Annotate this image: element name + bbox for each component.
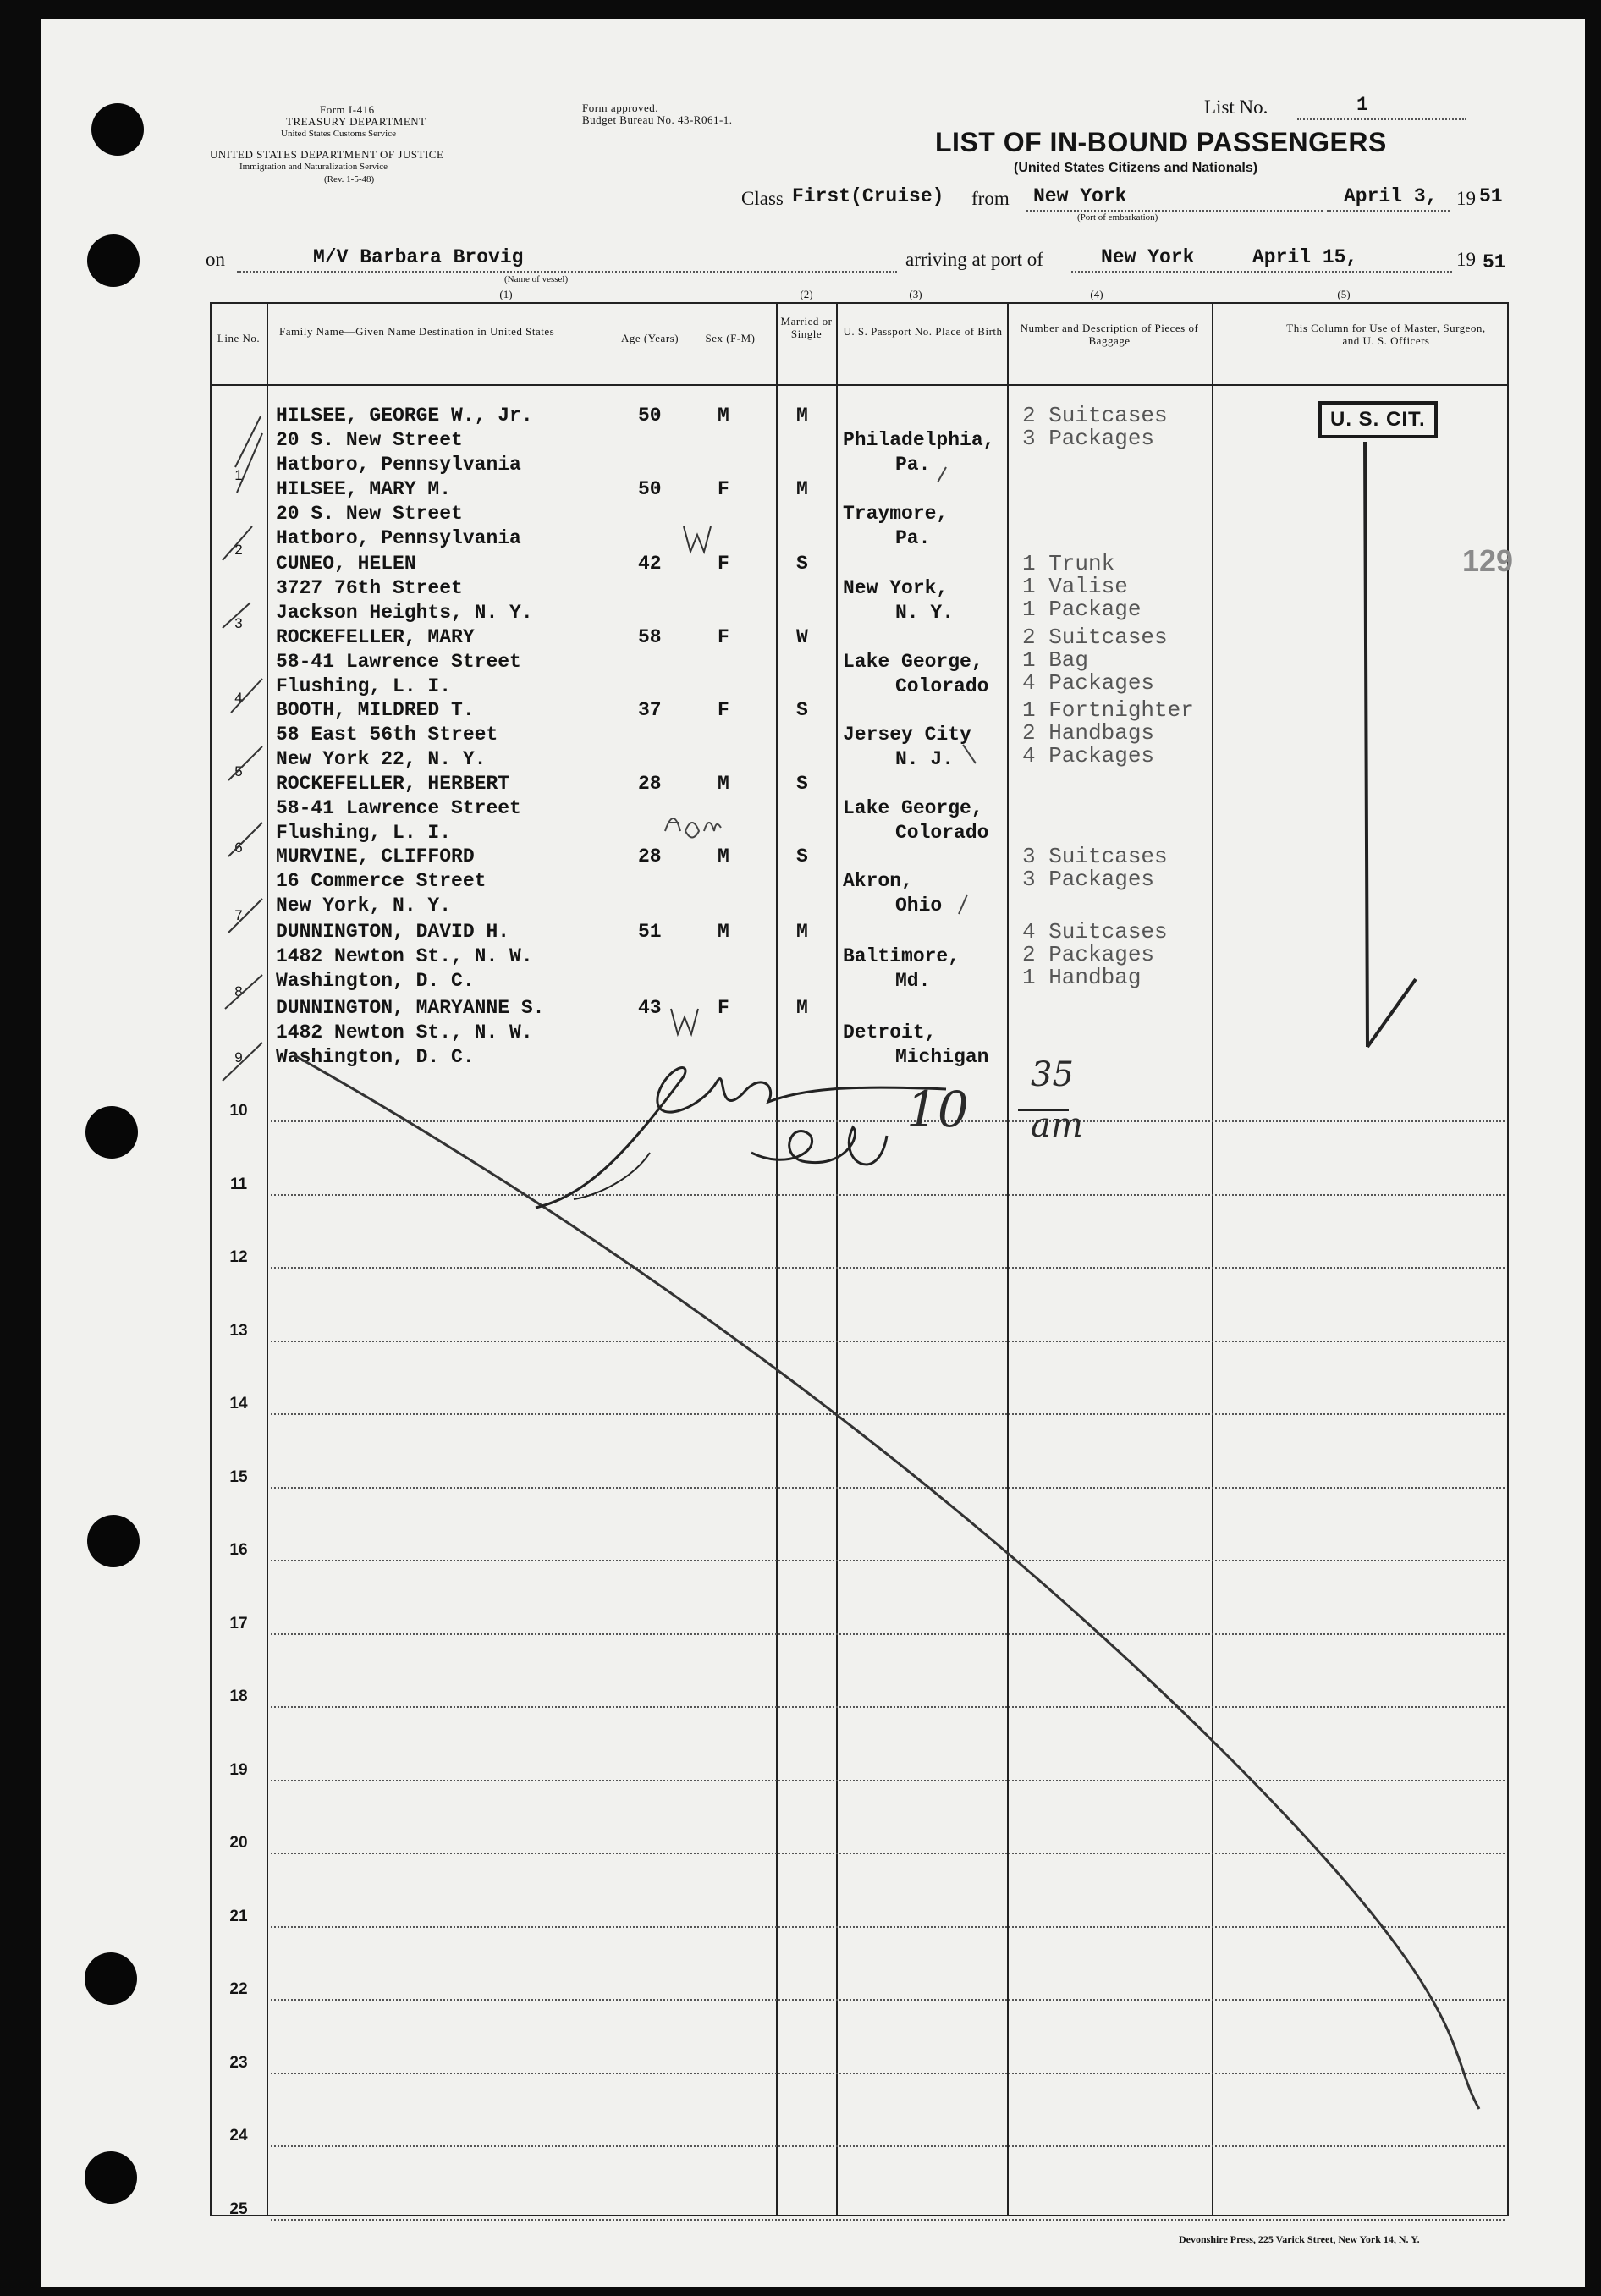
line-number: 19	[229, 1760, 248, 1779]
passenger-city: Flushing, L. I.	[276, 822, 452, 844]
passenger-street: 20 S. New Street	[276, 503, 463, 525]
passenger-birthstate: N. Y.	[895, 602, 955, 624]
form-revision: (Rev. 1-5-48)	[324, 174, 375, 184]
dept-justice: UNITED STATES DEPARTMENT OF JUSTICE	[210, 148, 444, 161]
passenger-city: Hatboro, Pennsylvania	[276, 527, 521, 549]
passenger-city: Flushing, L. I.	[276, 675, 452, 697]
baggage-item: 1 Trunk	[1022, 551, 1115, 576]
passenger-birthstate: N. J.	[895, 748, 955, 770]
passenger-sex: F	[718, 626, 729, 648]
passenger-birthplace: Philadelphia,	[843, 429, 995, 451]
manifest-sheet	[41, 19, 1585, 2287]
passenger-street: 1482 Newton St., N. W.	[276, 1021, 533, 1043]
initial-w	[671, 1009, 698, 1034]
check-mark	[223, 1043, 262, 1081]
cancel-line	[294, 1055, 1479, 2109]
arrival-year-prefix: 19	[1456, 249, 1476, 270]
line-number: 5	[234, 763, 243, 779]
passenger-marital: M	[796, 405, 808, 427]
col-num-4: (4)	[1090, 288, 1103, 300]
line-number: 15	[229, 1467, 248, 1486]
passenger-marital: W	[796, 626, 808, 648]
baggage-item: 4 Suitcases	[1022, 919, 1168, 944]
handwritten-time-minutes: 35	[1031, 1055, 1074, 1094]
passenger-birthplace: Traymore,	[843, 503, 949, 525]
line-number: 18	[229, 1688, 248, 1705]
baggage-item: 4 Packages	[1022, 743, 1155, 768]
passenger-birthstate: Pa.	[895, 454, 931, 476]
arriving-label: arriving at port of	[905, 249, 1043, 270]
line-number: 23	[229, 2053, 248, 2072]
dept-treasury: TREASURY DEPARTMENT	[286, 115, 426, 128]
passenger-street: 58 East 56th Street	[276, 724, 498, 746]
passenger-sex: M	[718, 845, 729, 867]
passenger-birthplace: Jersey City	[843, 724, 971, 746]
baggage-item: 1 Fortnighter	[1022, 697, 1194, 723]
passenger-age: 58	[638, 626, 662, 648]
check-mark	[228, 746, 262, 780]
baggage-item: 1 Bag	[1022, 647, 1089, 673]
line-number: 25	[229, 2200, 248, 2218]
vessel-name: M/V Barbara Brovig	[313, 246, 524, 268]
col-num-1: (1)	[499, 288, 513, 300]
list-no-value: 1	[1356, 94, 1368, 116]
col-num-5: (5)	[1337, 288, 1351, 300]
list-no-label: List No.	[1204, 96, 1268, 118]
passenger-sex: M	[718, 921, 729, 943]
line-number: 21	[229, 1907, 248, 1925]
line-number: 24	[229, 2127, 248, 2145]
vessel-caption: (Name of vessel)	[504, 274, 569, 284]
passenger-birthstate: Colorado	[895, 675, 989, 697]
passenger-sex: F	[718, 478, 729, 500]
line-number: 2	[234, 542, 243, 558]
line-number: 3	[234, 615, 243, 631]
passenger-sex: M	[718, 773, 729, 795]
from-label: from	[971, 188, 1010, 209]
line-number: 9	[234, 1049, 243, 1065]
passenger-birthplace: Baltimore,	[843, 945, 960, 967]
baggage-item: 4 Packages	[1022, 670, 1155, 696]
embark-port: New York	[1033, 185, 1127, 207]
check-mark	[231, 679, 262, 713]
passenger-marital: S	[796, 773, 808, 795]
form-number: Form I-416	[320, 103, 375, 116]
tick-mark	[938, 467, 946, 482]
passenger-name: MURVINE, CLIFFORD	[276, 845, 475, 867]
col-header-baggage: Number and Description of Pieces of Baggage	[1020, 322, 1199, 347]
baggage-item: 1 Valise	[1022, 574, 1128, 599]
baggage-item: 3 Packages	[1022, 867, 1155, 892]
passenger-age: 28	[638, 845, 662, 867]
passenger-age: 42	[638, 553, 662, 575]
check-mark	[223, 603, 250, 628]
check-mark	[228, 899, 262, 933]
baggage-item: 3 Suitcases	[1022, 844, 1168, 869]
passenger-birthstate: Md.	[895, 970, 931, 992]
col-num-3: (3)	[909, 288, 922, 300]
printer-imprint: Devonshire Press, 225 Varick Street, New York 14, N. Y.	[1179, 2233, 1420, 2245]
line-number: 14	[229, 1395, 248, 1412]
passenger-sex: F	[718, 997, 729, 1019]
us-citizen-stamp: U. S. CIT.	[1318, 401, 1438, 438]
line-number: 4	[234, 690, 243, 706]
officer-initials	[751, 1127, 887, 1165]
col-header-name: Family Name—Given Name Destination in United States	[279, 325, 555, 338]
passenger-marital: M	[796, 997, 808, 1019]
embark-date: April 3,	[1344, 185, 1438, 207]
passenger-name: ROCKEFELLER, MARY	[276, 626, 475, 648]
passenger-street: 1482 Newton St., N. W.	[276, 945, 533, 967]
passenger-birthstate: Ohio	[895, 895, 943, 917]
check-mark	[228, 823, 262, 856]
page-title: LIST OF IN-BOUND PASSENGERS	[935, 127, 1387, 157]
handwritten-time-unit: am	[1031, 1106, 1083, 1145]
passenger-birthplace: New York,	[843, 577, 949, 599]
passenger-street: 58-41 Lawrence Street	[276, 651, 521, 673]
passenger-city: Washington, D. C.	[276, 970, 475, 992]
line-number: 11	[229, 1175, 248, 1193]
dept-ins: Immigration and Naturalization Service	[239, 162, 388, 172]
passenger-street: 58-41 Lawrence Street	[276, 797, 521, 819]
tick-mark	[963, 745, 976, 763]
line-number: 20	[229, 1834, 248, 1852]
passenger-age: 51	[638, 921, 662, 943]
signature-flourish	[574, 1153, 650, 1199]
line-number: 1	[234, 467, 243, 483]
passenger-marital: M	[796, 921, 808, 943]
baggage-item: 2 Suitcases	[1022, 403, 1168, 428]
passenger-birthstate: Colorado	[895, 822, 989, 844]
col-header-passport: U. S. Passport No. Place of Birth	[843, 325, 1003, 338]
passenger-street: 16 Commerce Street	[276, 870, 487, 892]
passenger-birthplace: Akron,	[843, 870, 913, 892]
passenger-birthstate: Pa.	[895, 527, 931, 549]
baggage-item: 2 Handbags	[1022, 720, 1155, 746]
passenger-name: ROCKEFELLER, HERBERT	[276, 773, 510, 795]
passenger-city: New York 22, N. Y.	[276, 748, 487, 770]
passenger-name: DUNNINGTON, MARYANNE S.	[276, 997, 545, 1019]
passenger-age: 50	[638, 405, 662, 427]
baggage-item: 2 Suitcases	[1022, 625, 1168, 650]
check-line	[1365, 442, 1416, 1047]
passenger-marital: S	[796, 845, 808, 867]
col-header-line: Line No.	[217, 332, 261, 344]
passenger-name: BOOTH, MILDRED T.	[276, 699, 475, 721]
handwritten-note	[665, 818, 721, 838]
passenger-city: Washington, D. C.	[276, 1046, 475, 1068]
passenger-name: HILSEE, MARY M.	[276, 478, 452, 500]
passenger-marital: M	[796, 478, 808, 500]
officer-signature	[536, 1068, 946, 1208]
baggage-item: 2 Packages	[1022, 942, 1155, 967]
baggage-item: 1 Handbag	[1022, 965, 1142, 990]
page-subtitle: (United States Citizens and Nationals)	[1014, 161, 1258, 175]
line-number: 16	[229, 1541, 248, 1559]
passenger-name: CUNEO, HELEN	[276, 553, 416, 575]
line-number: 17	[229, 1614, 248, 1633]
passenger-birthplace: Lake George,	[843, 797, 983, 819]
passenger-birthplace: Lake George,	[843, 651, 983, 673]
line-number: 6	[234, 840, 243, 856]
passenger-sex: F	[718, 553, 729, 575]
line-number: 10	[229, 1102, 248, 1120]
check-mark	[235, 416, 262, 493]
arrival-port: New York	[1101, 246, 1195, 268]
arrival-date: April 15,	[1252, 246, 1358, 268]
handwritten-marks	[41, 19, 1585, 2287]
passenger-sex: F	[718, 699, 729, 721]
check-mark	[225, 975, 262, 1009]
col-header-married: Married or Single	[780, 315, 833, 340]
passenger-age: 43	[638, 997, 662, 1019]
class-label: Class	[741, 188, 784, 209]
line-number: 22	[229, 1980, 248, 1998]
passenger-age: 50	[638, 478, 662, 500]
stamp-number: 129	[1462, 543, 1514, 578]
passenger-age: 28	[638, 773, 662, 795]
arrival-year-suffix: 51	[1483, 251, 1506, 273]
tick-mark	[959, 895, 967, 914]
col-header-officers: This Column for Use of Master, Surgeon, and U. S. Officers	[1286, 322, 1486, 347]
passenger-marital: S	[796, 699, 808, 721]
passenger-birthstate: Michigan	[895, 1046, 989, 1068]
initial-w	[684, 526, 711, 552]
line-number: 13	[229, 1321, 248, 1340]
passenger-city: Hatboro, Pennsylvania	[276, 454, 521, 476]
on-label: on	[206, 249, 225, 270]
baggage-item: 3 Packages	[1022, 426, 1155, 451]
embark-caption: (Port of embarkation)	[1077, 212, 1158, 223]
passenger-street: 20 S. New Street	[276, 429, 463, 451]
passenger-age: 37	[638, 699, 662, 721]
col-header-age: Age (Years)	[620, 332, 679, 344]
passenger-birthplace: Detroit,	[843, 1021, 937, 1043]
year-prefix: 19	[1456, 188, 1476, 209]
budget-bureau: Budget Bureau No. 43-R061-1.	[582, 113, 733, 126]
passenger-name: HILSEE, GEORGE W., Jr.	[276, 405, 533, 427]
year-suffix: 51	[1479, 185, 1503, 207]
line-number: 12	[229, 1248, 248, 1266]
col-header-sex: Sex (F-M)	[705, 332, 756, 344]
passenger-sex: M	[718, 405, 729, 427]
passenger-name: DUNNINGTON, DAVID H.	[276, 921, 510, 943]
baggage-item: 1 Package	[1022, 597, 1142, 622]
dept-customs: United States Customs Service	[281, 129, 396, 139]
class-value: First(Cruise)	[792, 185, 944, 207]
passenger-city: Jackson Heights, N. Y.	[276, 602, 533, 624]
line-number: 8	[234, 983, 243, 999]
passenger-street: 3727 76th Street	[276, 577, 463, 599]
passenger-city: New York, N. Y.	[276, 895, 452, 917]
check-mark	[223, 526, 252, 560]
col-num-2: (2)	[800, 288, 813, 300]
form-approved: Form approved.	[582, 102, 659, 114]
passenger-marital: S	[796, 553, 808, 575]
line-number: 7	[234, 907, 243, 923]
handwritten-time: 10	[906, 1081, 969, 1138]
